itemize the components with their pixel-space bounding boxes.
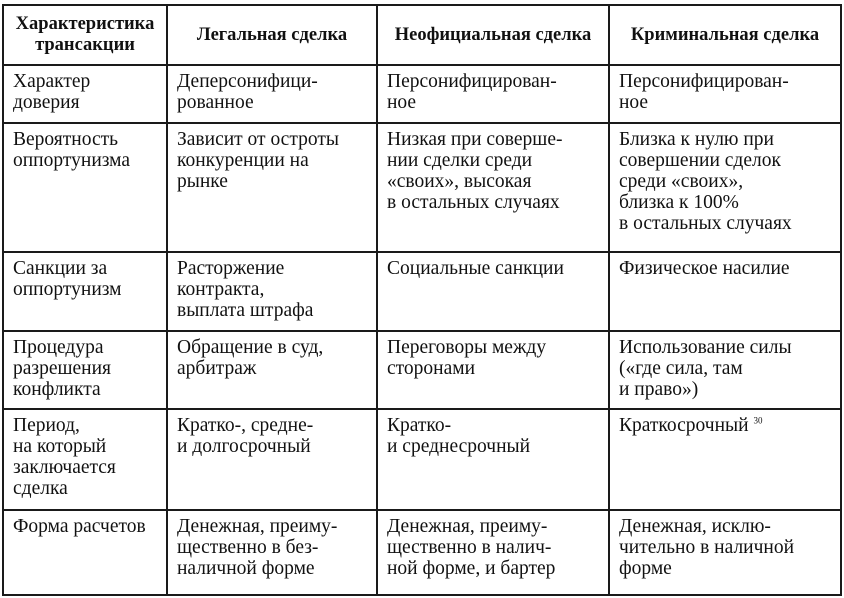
table-row [3,331,841,409]
cell-criminal: Близка к нулю при совершении сделок среди «своих», близка к 100% в остальных случаях [609,123,841,252]
cell-legal: Деперсонифици- рованное [167,65,377,123]
cell-informal: Переговоры между сторонами [377,331,609,409]
row-label-opportunism: Вероятность оппортунизма [3,123,167,252]
row-label-sanctions: Санкции за оппортунизм [3,252,167,331]
row-label-trust: Характер доверия [3,65,167,123]
cell-criminal: Персонифицирован- ное [609,65,841,123]
header-legal-deal: Легальная сделка [167,5,377,65]
cell-legal: Кратко-, средне- и долгосрочный [167,409,377,510]
header-characteristic: Характеристика трансакции [3,5,167,65]
cell-legal: Денежная, преиму- щественно в без- наличной форме [167,510,377,595]
cell-criminal: Денежная, исклю- чительно в наличной форме [609,510,841,595]
table-row [3,65,841,123]
cell-informal: Кратко- и среднесрочный [377,409,609,510]
cell-criminal: Физическое насилие [609,252,841,331]
row-label-period: Период, на который заключается сделка [3,409,167,510]
table-row [3,123,841,252]
cell-criminal: Использование силы («где сила, там и право») [609,331,841,409]
footnote-mark: 30 [753,415,763,426]
cell-legal: Обращение в суд, арбитраж [167,331,377,409]
header-informal-deal: Неофициальная сделка [377,5,609,65]
table-row [3,510,841,595]
cell-criminal [609,409,841,510]
cell-informal: Социальные санкции [377,252,609,331]
comparison-table [2,4,842,596]
cell-criminal-text: Краткосрочный [619,415,749,436]
header-row [3,5,841,65]
row-label-payment-form: Форма расчетов [3,510,167,595]
cell-legal: Расторжение контракта, выплата штрафа [167,252,377,331]
cell-informal: Денежная, преиму- щественно в налич- ной форме, и бартер [377,510,609,595]
cell-informal: Персонифицирован- ное [377,65,609,123]
table-row [3,252,841,331]
row-label-conflict-resolution: Процедура разрешения конфликта [3,331,167,409]
cell-informal: Низкая при соверше- нии сделки среди «своих», высокая в остальных случаях [377,123,609,252]
cell-legal: Зависит от остроты конкуренции на рынке [167,123,377,252]
table-row [3,409,841,510]
header-criminal-deal: Криминальная сделка [609,5,841,65]
